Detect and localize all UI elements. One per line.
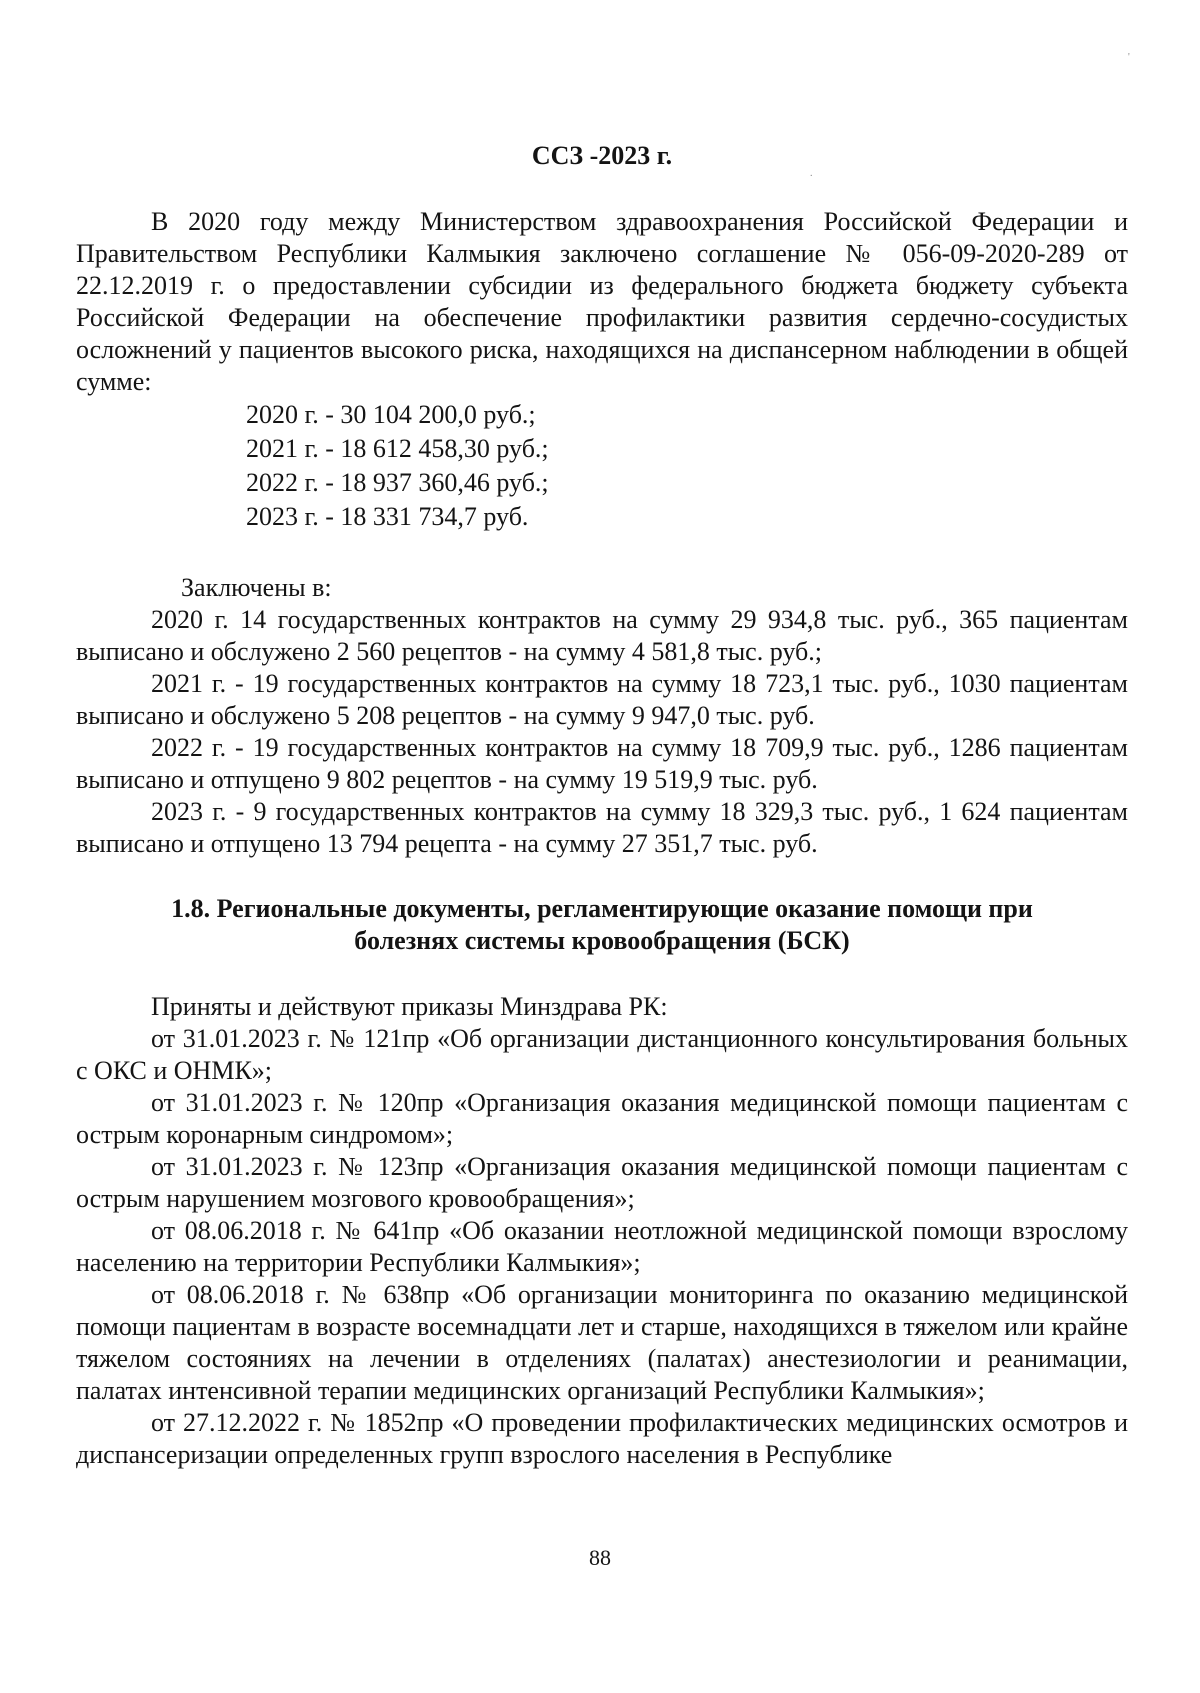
section-heading [76, 893, 1128, 957]
section-heading-line-1: 1.8. Региональные документы, регламентирующие оказание помощи при [171, 894, 1033, 923]
contract-paragraph-2023: 2023 г. - 9 государственных контрактов на сумму 18 329,3 тыс. руб., 1 624 пациентам выписано и отпущено 13 794 рецепта - на сумму 27 351,7 тыс. руб. [76, 797, 1128, 858]
order-item: от 31.01.2023 г. № 121пр «Об организации дистанционного консультирования больных с ОКС и ОНМК»; [76, 1024, 1128, 1085]
scan-speck: ' [1128, 52, 1130, 63]
order-item: от 31.01.2023 г. № 123пр «Организация оказания медицинской помощи пациентам с острым нарушением мозгового кровообращения»; [76, 1152, 1128, 1213]
contracts-label: Заключены в: [181, 573, 332, 602]
scan-speck: . [810, 168, 813, 179]
order-item: от 08.06.2018 г. № 641пр «Об оказании неотложной медицинской помощи взрослому населению на территории Республики Калмыкия»; [76, 1216, 1128, 1277]
orders-intro: Приняты и действуют приказы Минздрава РК: [151, 992, 668, 1021]
subsidy-amount-2022: 2022 г. - 18 937 360,46 руб.; [246, 468, 549, 497]
intro-paragraph: В 2020 году между Министерством здравоохранения Российской Федерации и Правительством Республики Калмыкия заключено соглашение № 056-09-2020-289 от 22.12.2019 г. о предоставлении субсидии из федерального бюджета бюджету субъекта Российской Федерации на обеспечение профилактики развития сердечно-сосудистых осложнений у пациентов высокого риска, находящихся на диспансерном наблюдении в общей сумме: [76, 207, 1128, 396]
contract-paragraph-2022: 2022 г. - 19 государственных контрактов на сумму 18 709,9 тыс. руб., 1286 пациентам выписано и отпущено 9 802 рецептов - на сумму 19 519,9 тыс. руб. [76, 733, 1128, 794]
contract-paragraph-2020: 2020 г. 14 государственных контрактов на сумму 29 934,8 тыс. руб., 365 пациентам выписано и обслужено 2 560 рецептов - на сумму 4 581,8 тыс. руб.; [76, 605, 1128, 666]
page-title: ССЗ -2023 г. [531, 141, 673, 170]
contract-paragraph-2021: 2021 г. - 19 государственных контрактов на сумму 18 723,1 тыс. руб., 1030 пациентам выписано и обслужено 5 208 рецептов - на сумму 9 947,0 тыс. руб. [76, 669, 1128, 730]
subsidy-amounts-list [246, 398, 1128, 534]
subsidy-amount-2020: 2020 г. - 30 104 200,0 руб.; [246, 400, 536, 429]
order-item: от 27.12.2022 г. № 1852пр «О проведении профилактических медицинских осмотров и диспансеризации определенных групп взрослого населения в Республике [76, 1408, 1128, 1469]
subsidy-amount-2023: 2023 г. - 18 331 734,7 руб. [246, 502, 529, 531]
subsidy-amount-2021: 2021 г. - 18 612 458,30 руб.; [246, 434, 549, 463]
order-item: от 31.01.2023 г. № 120пр «Организация оказания медицинской помощи пациентам с острым коронарным синдромом»; [76, 1088, 1128, 1149]
order-item: от 08.06.2018 г. № 638пр «Об организации мониторинга по оказанию медицинской помощи пациентам в возрасте восемнадцати лет и старше, находящихся в тяжелом или крайне тяжелом состояниях на лечении в отделениях (палатах) анестезиологии и реанимации, палатах интенсивной терапии медицинских организаций Республики Калмыкия»; [76, 1280, 1128, 1405]
section-heading-line-2: болезнях системы кровообращения (БСК) [354, 926, 850, 955]
page-number: 88 [589, 1545, 611, 1570]
